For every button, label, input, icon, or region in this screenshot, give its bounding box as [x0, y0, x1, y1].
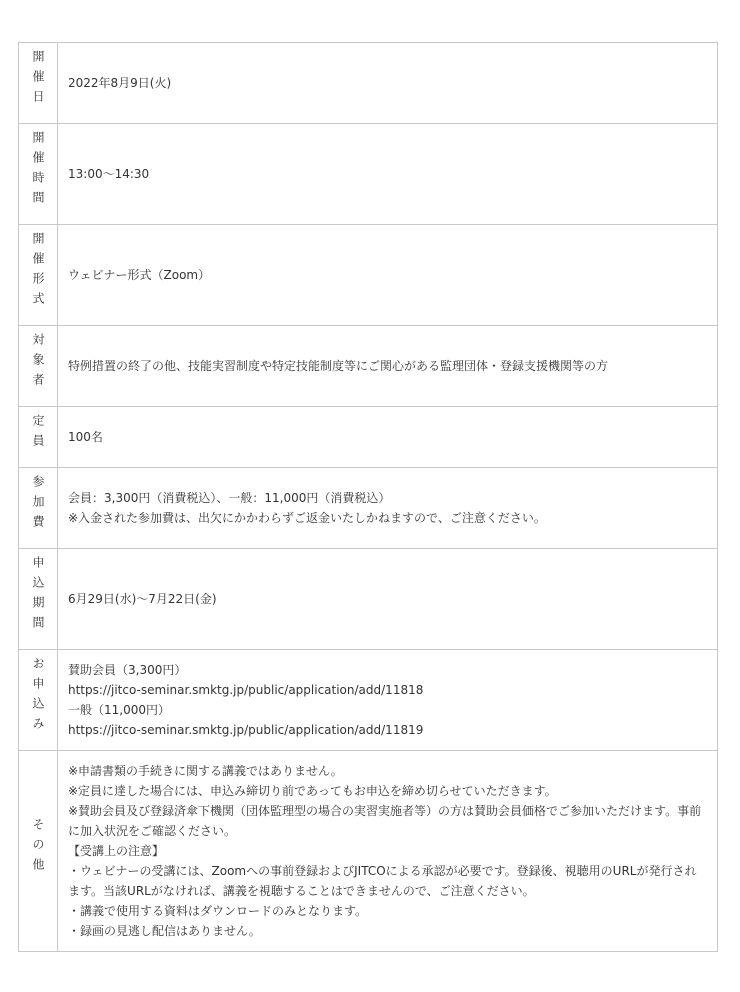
other-note-4: ・ウェビナーの受講には、Zoomへの事前登録およびJITCOによる承認が必要です。登録後、視聴用のURLが発行されます。当該URLがなければ、講義を視聴することはできませんので、ご注意ください。 [68, 864, 697, 898]
row-value-format [58, 225, 718, 326]
row-apply [19, 650, 718, 751]
row-value-fee [58, 468, 718, 549]
fee-line: 会員：3,300円（消費税込）、一般：11,000円（消費税込） [68, 491, 391, 505]
fee-note: ※入金された参加費は、出欠にかかわらずご返金いたしかねますので、ご注意ください。 [68, 511, 546, 525]
label-text: お申込み [31, 657, 45, 737]
row-label-period [19, 549, 58, 650]
row-time [19, 124, 718, 225]
time-text: 13:00〜14:30 [68, 167, 150, 181]
row-format [19, 225, 718, 326]
row-label-time [19, 124, 58, 225]
label-text: 対象者 [31, 333, 45, 393]
row-date [19, 43, 718, 124]
seminar-info-table [18, 42, 718, 952]
row-value-other [58, 751, 718, 952]
row-capacity [19, 407, 718, 468]
row-value-capacity [58, 407, 718, 468]
other-note-2: ※定員に達した場合には、申込み締切り前であってもお申込を締め切らせていただきます。 [68, 784, 557, 798]
other-note-3: ※賛助会員及び登録済傘下機関（団体監理型の場合の実習実施者等）の方は賛助会員価格でご参加いただけます。事前に加入状況をご確認ください。 [68, 804, 702, 838]
other-note-1: ※申請書類の手続きに関する講義ではありません。 [68, 764, 343, 778]
capacity-text: 100名 [68, 430, 103, 444]
row-label-apply [19, 650, 58, 751]
row-label-format [19, 225, 58, 326]
row-other [19, 751, 718, 952]
period-text: 6月29日(水)〜7月22日(金) [68, 592, 217, 606]
date-text: 2022年8月9日(火) [68, 76, 172, 90]
label-text: 開催形式 [31, 232, 45, 312]
row-value-apply [58, 650, 718, 751]
other-note-5: ・講義で使用する資料はダウンロードのみとなります。 [68, 904, 368, 918]
label-text: 開催日 [31, 50, 45, 110]
other-note-6: ・録画の見逃し配信はありません。 [68, 924, 261, 938]
row-label-other [19, 751, 58, 952]
apply-member-label: 賛助会員（3,300円） [68, 663, 187, 677]
target-text: 特例措置の終了の他、技能実習制度や特定技能制度等にご関心がある監理団体・登録支援機関等の方 [68, 359, 609, 373]
row-period [19, 549, 718, 650]
label-text: 開催時間 [31, 131, 45, 211]
label-text: その他 [31, 818, 45, 878]
apply-general-label: 一般（11,000円） [68, 703, 170, 717]
format-text: ウェビナー形式（Zoom） [68, 268, 211, 282]
other-heading: 【受講上の注意】 [68, 844, 165, 858]
label-text: 申込期間 [31, 556, 45, 636]
row-target [19, 326, 718, 407]
apply-general-link[interactable]: https://jitco-seminar.smktg.jp/public/application/add/11819 [68, 723, 424, 737]
row-value-time [58, 124, 718, 225]
label-text: 定員 [31, 414, 45, 454]
row-fee [19, 468, 718, 549]
row-label-target [19, 326, 58, 407]
row-label-fee [19, 468, 58, 549]
row-value-date [58, 43, 718, 124]
label-text: 参加費 [31, 475, 45, 535]
row-label-capacity [19, 407, 58, 468]
row-value-period [58, 549, 718, 650]
row-value-target [58, 326, 718, 407]
row-label-date [19, 43, 58, 124]
apply-member-link[interactable]: https://jitco-seminar.smktg.jp/public/application/add/11818 [68, 683, 424, 697]
